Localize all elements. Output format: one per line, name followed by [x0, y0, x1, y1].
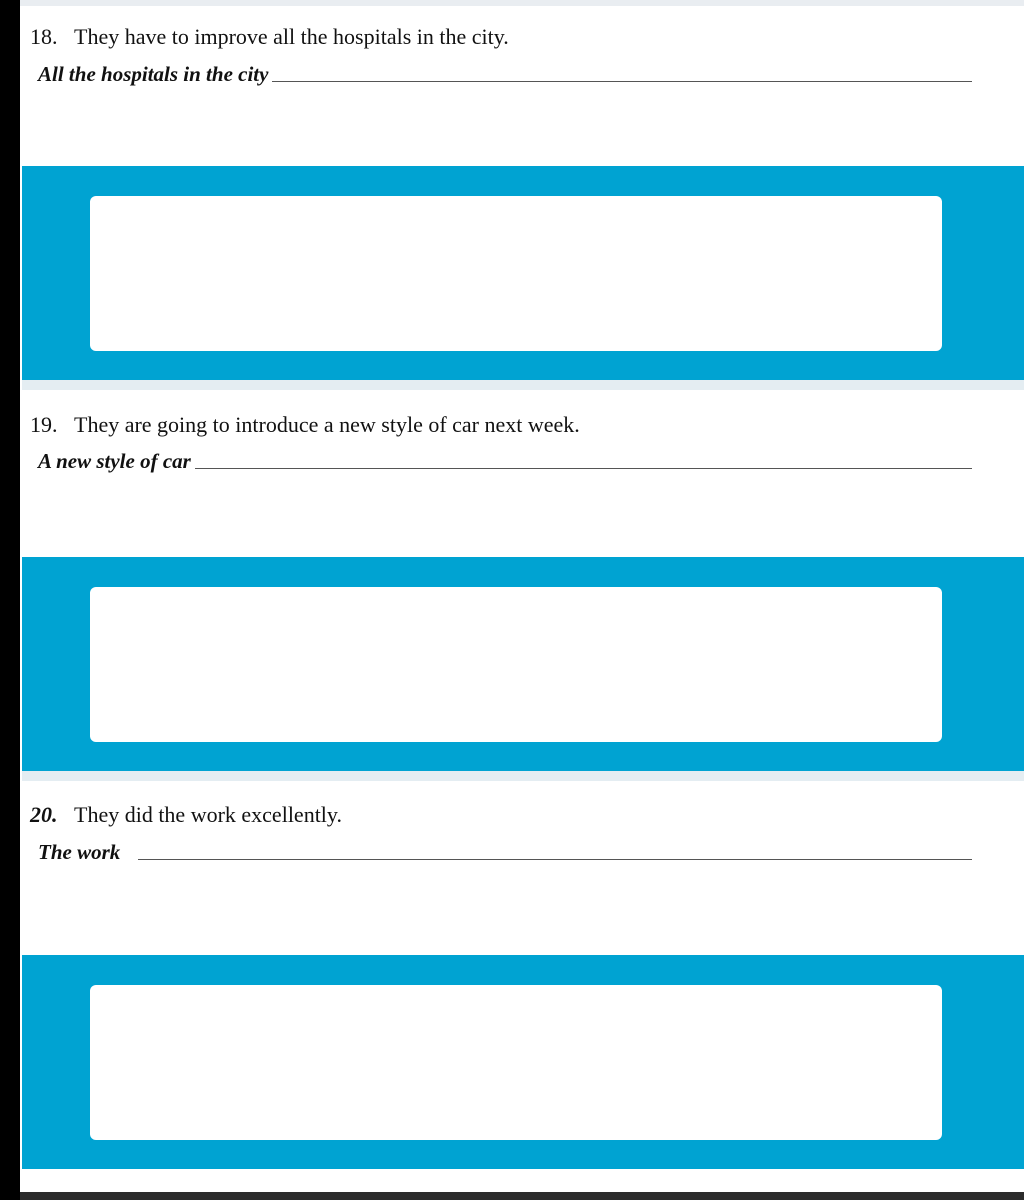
- prompt-row-20: [38, 836, 972, 864]
- question-number: 20.: [30, 802, 58, 827]
- band-divider: [22, 380, 1024, 390]
- bottom-strip: [20, 1192, 1024, 1200]
- blank-line: [195, 446, 972, 469]
- answer-band-20: [22, 955, 1024, 1169]
- top-strip: [20, 0, 1024, 6]
- answer-input-19[interactable]: [90, 587, 942, 742]
- question-20: [30, 802, 990, 828]
- answer-band-18: [22, 166, 1024, 380]
- question-number: 18.: [30, 24, 58, 49]
- prompt-row-18: [38, 58, 972, 86]
- question-18: [30, 24, 990, 50]
- answer-input-20[interactable]: [90, 985, 942, 1140]
- rewrite-prompt: All the hospitals in the city: [38, 62, 269, 86]
- blank-line: [272, 59, 972, 82]
- rewrite-prompt: A new style of car: [38, 449, 191, 473]
- answer-input-18[interactable]: [90, 196, 942, 351]
- blank-line: [138, 837, 972, 860]
- answer-band-19: [22, 557, 1024, 771]
- question-sentence: They did the work excellently.: [74, 802, 342, 827]
- prompt-row-19: [38, 445, 972, 473]
- question-number: 19.: [30, 412, 58, 437]
- question-sentence: They are going to introduce a new style of car next week.: [74, 412, 580, 437]
- question-19: [30, 412, 990, 438]
- band-divider: [22, 771, 1024, 781]
- rewrite-prompt: The work: [38, 840, 121, 864]
- question-sentence: They have to improve all the hospitals in the city.: [74, 24, 509, 49]
